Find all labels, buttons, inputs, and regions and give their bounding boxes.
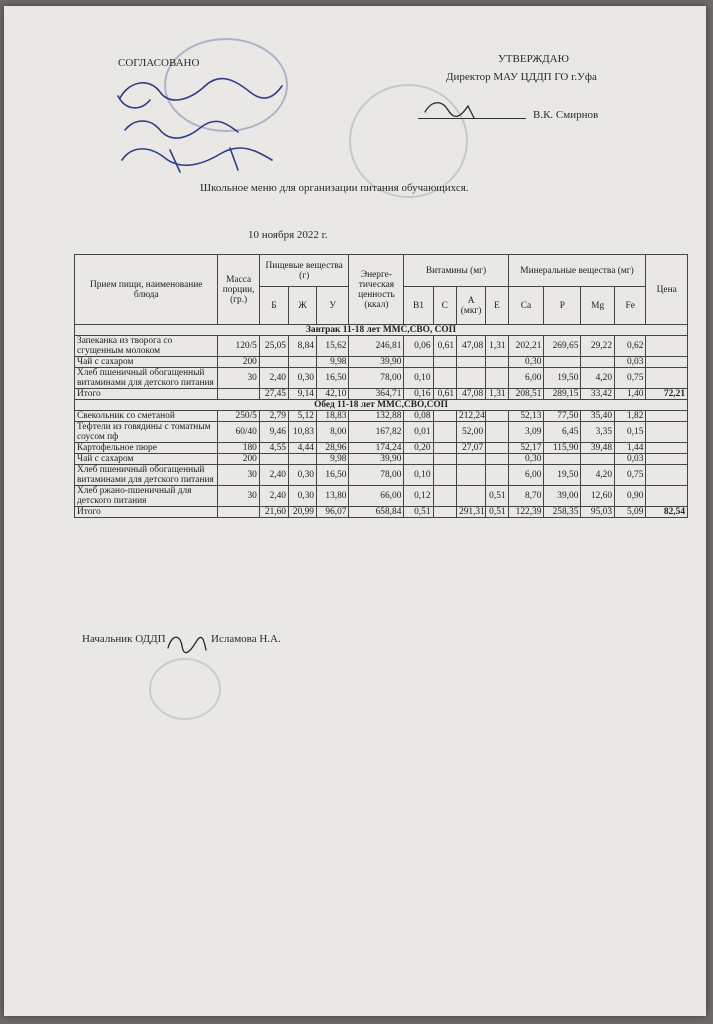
- approve-label: УТВЕРЖДАЮ: [498, 53, 569, 65]
- table-row: [75, 336, 688, 357]
- value-cell: [486, 454, 508, 465]
- value-cell: [646, 411, 688, 422]
- value-cell: [486, 357, 508, 368]
- value-cell: 200: [218, 454, 259, 465]
- value-cell: [646, 368, 688, 389]
- value-cell: 0,15: [615, 422, 646, 443]
- value-cell: 1,31: [486, 336, 508, 357]
- value-cell: [433, 465, 457, 486]
- header-vitamins: Витамины (мг): [404, 255, 508, 287]
- director-name: В.К. Смирнов: [533, 109, 599, 121]
- value-cell: [646, 336, 688, 357]
- value-cell: 10,83: [288, 422, 316, 443]
- table-row: [75, 357, 688, 368]
- value-cell: 212,24: [457, 411, 486, 422]
- value-cell: 0,61: [433, 389, 457, 400]
- value-cell: [218, 507, 259, 518]
- director-title: Директор МАУ ЦДДП ГО г.Уфа: [446, 71, 597, 83]
- value-cell: 42,10: [316, 389, 349, 400]
- value-cell: 2,79: [259, 411, 288, 422]
- dish-name-cell: Чай с сахаром: [75, 454, 218, 465]
- dish-name-cell: Итого: [75, 507, 218, 518]
- value-cell: 27,45: [259, 389, 288, 400]
- table-row: [75, 422, 688, 443]
- value-cell: 30: [218, 368, 259, 389]
- value-cell: 4,20: [581, 368, 615, 389]
- value-cell: 167,82: [349, 422, 404, 443]
- value-cell: 0,30: [288, 486, 316, 507]
- value-cell: 4,20: [581, 465, 615, 486]
- value-cell: [646, 486, 688, 507]
- value-cell: 0,90: [615, 486, 646, 507]
- value-cell: 0,30: [508, 357, 544, 368]
- dish-name-cell: Хлеб ржано-пшеничный для детского питания: [75, 486, 218, 507]
- value-cell: 2,40: [259, 465, 288, 486]
- value-cell: 122,39: [508, 507, 544, 518]
- value-cell: 8,84: [288, 336, 316, 357]
- value-cell: 60/40: [218, 422, 259, 443]
- value-cell: 180: [218, 443, 259, 454]
- value-cell: 12,60: [581, 486, 615, 507]
- value-cell: 1,44: [615, 443, 646, 454]
- section-title: Завтрак 11-18 лет ММС,СВО, СОП: [75, 325, 688, 336]
- value-cell: 246,81: [349, 336, 404, 357]
- value-cell: [404, 454, 433, 465]
- value-cell: 0,20: [404, 443, 433, 454]
- value-cell: 66,00: [349, 486, 404, 507]
- value-cell: 120/5: [218, 336, 259, 357]
- value-cell: [433, 422, 457, 443]
- value-cell: [259, 357, 288, 368]
- value-cell: [581, 357, 615, 368]
- table-row: [75, 389, 688, 400]
- value-cell: 0,75: [615, 465, 646, 486]
- header-fe: Fe: [615, 287, 646, 325]
- value-cell: 9,14: [288, 389, 316, 400]
- header-mg: Mg: [581, 287, 615, 325]
- header-dish: Прием пищи, наименование блюда: [75, 255, 218, 325]
- value-cell: 19,50: [544, 465, 581, 486]
- menu-date: 10 ноября 2022 г.: [248, 229, 328, 241]
- value-cell: [581, 454, 615, 465]
- value-cell: 52,17: [508, 443, 544, 454]
- value-cell: 5,12: [288, 411, 316, 422]
- section-row: [75, 400, 688, 411]
- value-cell: 6,00: [508, 368, 544, 389]
- header-e: Е: [486, 287, 508, 325]
- value-cell: [433, 486, 457, 507]
- header-u: У: [316, 287, 349, 325]
- value-cell: [218, 389, 259, 400]
- value-cell: [433, 411, 457, 422]
- value-cell: 1,82: [615, 411, 646, 422]
- value-cell: 1,40: [615, 389, 646, 400]
- value-cell: 30: [218, 465, 259, 486]
- value-cell: 115,90: [544, 443, 581, 454]
- value-cell: 4,44: [288, 443, 316, 454]
- value-cell: 52,13: [508, 411, 544, 422]
- value-cell: 202,21: [508, 336, 544, 357]
- value-cell: 5,09: [615, 507, 646, 518]
- value-cell: 39,90: [349, 357, 404, 368]
- value-cell: 52,00: [457, 422, 486, 443]
- value-cell: 77,50: [544, 411, 581, 422]
- value-cell: 0,51: [486, 486, 508, 507]
- value-cell: 25,05: [259, 336, 288, 357]
- header-a: А (мкг): [457, 287, 486, 325]
- value-cell: [288, 357, 316, 368]
- value-cell: 0,62: [615, 336, 646, 357]
- section-row: [75, 325, 688, 336]
- value-cell: 0,16: [404, 389, 433, 400]
- value-cell: 174,24: [349, 443, 404, 454]
- value-cell: 9,98: [316, 454, 349, 465]
- value-cell: 0,51: [404, 507, 433, 518]
- value-cell: 47,08: [457, 389, 486, 400]
- value-cell: [544, 454, 581, 465]
- value-cell: 658,84: [349, 507, 404, 518]
- value-cell: 258,35: [544, 507, 581, 518]
- value-cell: 8,00: [316, 422, 349, 443]
- header-b: Б: [259, 287, 288, 325]
- value-cell: [544, 357, 581, 368]
- signature-line: [418, 118, 526, 119]
- value-cell: 2,40: [259, 368, 288, 389]
- value-cell: 78,00: [349, 465, 404, 486]
- value-cell: 30: [218, 486, 259, 507]
- value-cell: [433, 443, 457, 454]
- value-cell: 0,51: [486, 507, 508, 518]
- value-cell: 2,40: [259, 486, 288, 507]
- value-cell: 35,40: [581, 411, 615, 422]
- value-cell: [486, 465, 508, 486]
- dish-name-cell: Хлеб пшеничный обогащенный витаминами для детского питания: [75, 368, 218, 389]
- value-cell: 0,61: [433, 336, 457, 357]
- value-cell: 82,54: [646, 507, 688, 518]
- value-cell: 0,75: [615, 368, 646, 389]
- value-cell: [457, 368, 486, 389]
- value-cell: 0,30: [508, 454, 544, 465]
- value-cell: 0,10: [404, 368, 433, 389]
- value-cell: 39,00: [544, 486, 581, 507]
- header-energy: Энерге-тическая ценность (ккал): [349, 255, 404, 325]
- value-cell: [457, 486, 486, 507]
- value-cell: 364,71: [349, 389, 404, 400]
- value-cell: 0,03: [615, 454, 646, 465]
- value-cell: 200: [218, 357, 259, 368]
- value-cell: 0,01: [404, 422, 433, 443]
- value-cell: 3,09: [508, 422, 544, 443]
- header-p: Р: [544, 287, 581, 325]
- value-cell: [486, 368, 508, 389]
- header-zh: Ж: [288, 287, 316, 325]
- header-minerals: Минеральные вещества (мг): [508, 255, 646, 287]
- value-cell: [288, 454, 316, 465]
- value-cell: [457, 454, 486, 465]
- value-cell: 39,48: [581, 443, 615, 454]
- value-cell: [404, 357, 433, 368]
- value-cell: 72,21: [646, 389, 688, 400]
- value-cell: 27,07: [457, 443, 486, 454]
- value-cell: 9,98: [316, 357, 349, 368]
- table-row: [75, 443, 688, 454]
- value-cell: 28,96: [316, 443, 349, 454]
- table-row: [75, 465, 688, 486]
- dish-name-cell: Чай с сахаром: [75, 357, 218, 368]
- value-cell: [433, 368, 457, 389]
- value-cell: 21,60: [259, 507, 288, 518]
- table-row: [75, 486, 688, 507]
- chief-name: Исламова Н.А.: [211, 633, 281, 645]
- value-cell: 4,55: [259, 443, 288, 454]
- value-cell: 0,12: [404, 486, 433, 507]
- value-cell: 289,15: [544, 389, 581, 400]
- value-cell: 0,30: [288, 368, 316, 389]
- value-cell: [646, 454, 688, 465]
- header-nutrients: Пищевые вещества (г): [259, 255, 349, 287]
- value-cell: [486, 422, 508, 443]
- header-ca: Са: [508, 287, 544, 325]
- header-b1: В1: [404, 287, 433, 325]
- table-row: [75, 411, 688, 422]
- value-cell: 16,50: [316, 368, 349, 389]
- value-cell: [259, 454, 288, 465]
- value-cell: [646, 443, 688, 454]
- value-cell: 16,50: [316, 465, 349, 486]
- value-cell: 13,80: [316, 486, 349, 507]
- value-cell: 20,99: [288, 507, 316, 518]
- dish-name-cell: Итого: [75, 389, 218, 400]
- value-cell: 29,22: [581, 336, 615, 357]
- table-row: [75, 454, 688, 465]
- table-row: [75, 507, 688, 518]
- value-cell: 78,00: [349, 368, 404, 389]
- value-cell: 3,35: [581, 422, 615, 443]
- value-cell: 33,42: [581, 389, 615, 400]
- chief-label: Начальник ОДДП: [82, 633, 166, 645]
- menu-title: Школьное меню для организации питания обучающихся.: [200, 182, 469, 194]
- value-cell: 18,83: [316, 411, 349, 422]
- section-title: Обед 11-18 лет ММС,СВО,СОП: [75, 400, 688, 411]
- value-cell: [486, 443, 508, 454]
- value-cell: 250/5: [218, 411, 259, 422]
- value-cell: [646, 422, 688, 443]
- value-cell: 132,88: [349, 411, 404, 422]
- value-cell: 0,03: [615, 357, 646, 368]
- value-cell: 9,46: [259, 422, 288, 443]
- value-cell: 8,70: [508, 486, 544, 507]
- value-cell: 0,08: [404, 411, 433, 422]
- dish-name-cell: Картофельное пюре: [75, 443, 218, 454]
- value-cell: 291,31: [457, 507, 486, 518]
- value-cell: [646, 465, 688, 486]
- value-cell: [433, 357, 457, 368]
- menu-table: [74, 254, 688, 518]
- menu-table-body: [75, 325, 688, 518]
- value-cell: 6,00: [508, 465, 544, 486]
- dish-name-cell: Запеканка из творога со сгущенным молоком: [75, 336, 218, 357]
- value-cell: 96,07: [316, 507, 349, 518]
- value-cell: 47,08: [457, 336, 486, 357]
- value-cell: 19,50: [544, 368, 581, 389]
- value-cell: 1,31: [486, 389, 508, 400]
- value-cell: 15,62: [316, 336, 349, 357]
- value-cell: 269,65: [544, 336, 581, 357]
- value-cell: [646, 357, 688, 368]
- dish-name-cell: Хлеб пшеничный обогащенный витаминами для детского питания: [75, 465, 218, 486]
- table-row: [75, 368, 688, 389]
- value-cell: [457, 465, 486, 486]
- value-cell: [457, 357, 486, 368]
- header-c: С: [433, 287, 457, 325]
- header-mass: Масса порции, (гр.): [218, 255, 259, 325]
- value-cell: 6,45: [544, 422, 581, 443]
- value-cell: 95,03: [581, 507, 615, 518]
- value-cell: [486, 411, 508, 422]
- value-cell: 0,10: [404, 465, 433, 486]
- value-cell: [433, 454, 457, 465]
- value-cell: 208,51: [508, 389, 544, 400]
- dish-name-cell: Тефтели из говядины с томатным соусом пф: [75, 422, 218, 443]
- value-cell: 39,90: [349, 454, 404, 465]
- value-cell: 0,06: [404, 336, 433, 357]
- dish-name-cell: Свекольник со сметаной: [75, 411, 218, 422]
- value-cell: [433, 507, 457, 518]
- value-cell: 0,30: [288, 465, 316, 486]
- agreed-label: СОГЛАСОВАНО: [118, 57, 200, 69]
- header-price: Цена: [646, 255, 688, 325]
